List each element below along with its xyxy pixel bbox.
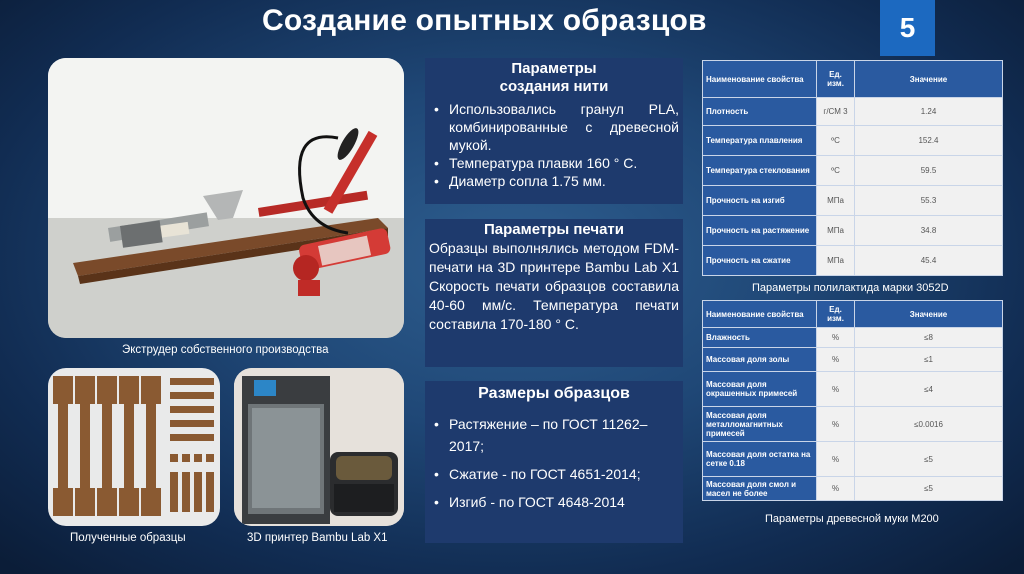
- row-unit: %: [817, 328, 855, 348]
- table-row: [703, 126, 1003, 156]
- row-value: 152.4: [855, 126, 1003, 156]
- row-value: ≤5: [855, 477, 1003, 501]
- row-name: Плотность: [703, 98, 817, 126]
- extruder-photo: [48, 58, 404, 338]
- row-unit: МПа: [817, 216, 855, 246]
- row-name: Массовая доля золы: [703, 348, 817, 372]
- header-name: Наименование свойства: [703, 61, 817, 98]
- pla-table-caption: Параметры полилактида марки 3052D: [752, 282, 949, 294]
- header-unit: Ед. изм.: [817, 301, 855, 328]
- row-name: Массовая доля окрашенных примесей: [703, 372, 817, 407]
- row-value: 59.5: [855, 156, 1003, 186]
- slide-title: Создание опытных образцов: [262, 4, 707, 37]
- row-unit: ºС: [817, 126, 855, 156]
- filament-param-item: • Использовались гранул PLA, комбинированные с древесной мукой.: [429, 100, 679, 154]
- filament-params-heading-2: создания нити: [499, 78, 609, 95]
- slide-number: 5: [880, 0, 935, 56]
- row-name: Температура плавления: [703, 126, 817, 156]
- table-row: [703, 186, 1003, 216]
- print-params-panel: [425, 219, 683, 367]
- header-value: Значение: [855, 301, 1003, 328]
- row-unit: МПа: [817, 186, 855, 216]
- sample-size-item: • Растяжение – по ГОСТ 11262–2017;: [429, 413, 679, 457]
- table-row: [703, 372, 1003, 407]
- filament-params-heading-1: Параметры: [511, 60, 597, 77]
- wood-table-caption: Параметры древесной муки М200: [765, 513, 939, 525]
- sample-size-item: • Сжатие - по ГОСТ 4651-2014;: [429, 463, 679, 485]
- row-unit: МПа: [817, 246, 855, 276]
- row-unit: %: [817, 372, 855, 407]
- header-name: Наименование свойства: [703, 301, 817, 328]
- filament-params-panel: [425, 58, 683, 204]
- row-value: ≤8: [855, 328, 1003, 348]
- printer-caption: 3D принтер Bambu Lab X1: [247, 532, 388, 544]
- printer-photo: [234, 368, 404, 526]
- samples-caption: Полученные образцы: [70, 532, 186, 544]
- print-params-heading: Параметры печати: [483, 221, 624, 238]
- filament-param-item: • Диаметр сопла 1.75 мм.: [429, 172, 679, 190]
- row-value: 1.24: [855, 98, 1003, 126]
- row-value: 55.3: [855, 186, 1003, 216]
- row-name: Массовая доля остатка на сетке 0.18: [703, 442, 817, 477]
- row-value: 45.4: [855, 246, 1003, 276]
- row-value: ≤1: [855, 348, 1003, 372]
- row-value: ≤5: [855, 442, 1003, 477]
- header-unit: Ед. изм.: [817, 61, 855, 98]
- sample-sizes-heading: Размеры образцов: [478, 385, 630, 402]
- row-name: Влажность: [703, 328, 817, 348]
- row-name: Прочность на растяжение: [703, 216, 817, 246]
- row-name: Прочность на сжатие: [703, 246, 817, 276]
- pla-properties-table: [702, 60, 1003, 276]
- printer-illustration: [234, 368, 404, 526]
- samples-photo: [48, 368, 220, 526]
- row-value: ≤0.0016: [855, 407, 1003, 442]
- row-value: ≤4: [855, 372, 1003, 407]
- wood-flour-table: [702, 300, 1003, 501]
- samples-illustration: [48, 368, 220, 526]
- table-row: [703, 348, 1003, 372]
- table-row: [703, 407, 1003, 442]
- row-name: Массовая доля смол и масел не более: [703, 477, 817, 501]
- filament-param-item: • Температура плавки 160 ° С.: [429, 154, 679, 172]
- row-name: Температура стеклования: [703, 156, 817, 186]
- table-header-row: [703, 301, 1003, 328]
- row-unit: %: [817, 442, 855, 477]
- row-unit: ºС: [817, 156, 855, 186]
- row-unit: %: [817, 477, 855, 501]
- table-row: [703, 216, 1003, 246]
- row-unit: %: [817, 348, 855, 372]
- row-unit: г/СМ 3: [817, 98, 855, 126]
- extruder-caption: Экструдер собственного производства: [122, 344, 329, 356]
- table-header-row: [703, 61, 1003, 98]
- row-name: Массовая доля металломагнитных примесей: [703, 407, 817, 442]
- table-row: [703, 246, 1003, 276]
- table-row: [703, 328, 1003, 348]
- sample-sizes-panel: [425, 381, 683, 543]
- header-value: Значение: [855, 61, 1003, 98]
- extruder-illustration: [48, 58, 404, 338]
- table-row: [703, 477, 1003, 501]
- print-params-text: Образцы выполнялись методом FDM-печати на 3D принтере Bambu Lab X1 Скорость печати образцов составила 40-60 мм/с. Температура печати составила 170-180 ° С.: [429, 240, 679, 332]
- row-value: 34.8: [855, 216, 1003, 246]
- table-row: [703, 98, 1003, 126]
- sample-size-item: • Изгиб - по ГОСТ 4648-2014: [429, 491, 679, 513]
- table-row: [703, 442, 1003, 477]
- row-unit: %: [817, 407, 855, 442]
- table-row: [703, 156, 1003, 186]
- row-name: Прочность на изгиб: [703, 186, 817, 216]
